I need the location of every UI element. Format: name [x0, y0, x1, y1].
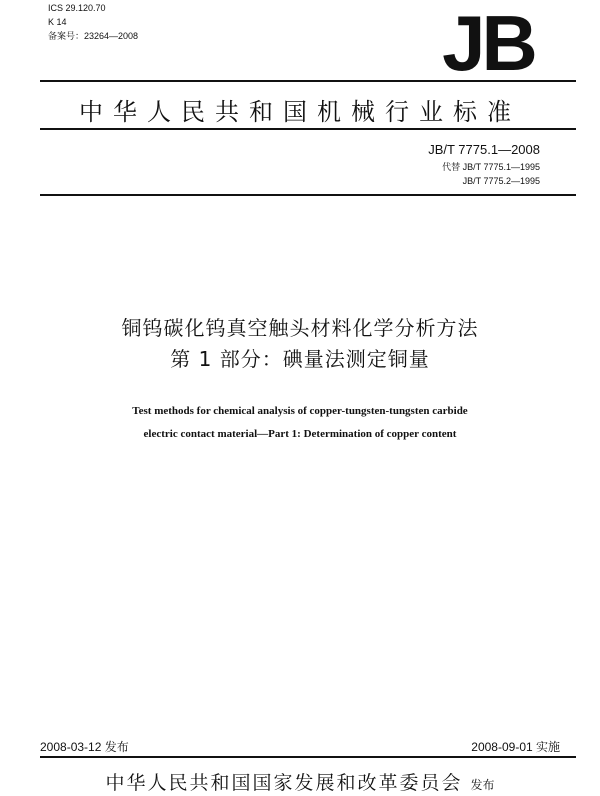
jb-logo-text: JB — [442, 6, 534, 76]
jb-logo — [432, 6, 544, 76]
standard-number: JB/T 7775.1—2008 — [428, 142, 540, 157]
title-cn-line-1: 铜钨碳化钨真空触头材料化学分析方法 — [121, 316, 479, 340]
record-number: 备案号：23264—2008 — [48, 31, 139, 41]
header-rule — [40, 80, 576, 82]
category-code: K 14 — [48, 17, 67, 27]
issuer-name: 中华人民共和国国家发展和改革委员会 — [105, 772, 463, 794]
ics-code: ICS 29.120.70 — [48, 3, 106, 13]
replaces-line-1: 代替 JB/T 7775.1—1995 — [442, 162, 540, 172]
issuer — [0, 768, 600, 795]
title-en-line-1: Test methods for chemical analysis of copper-tungsten-tungsten carbide — [132, 405, 468, 417]
replaces-line-2: JB/T 7775.2—1995 — [462, 176, 540, 186]
implement-date: 2008-09-01 实施 — [471, 740, 560, 754]
footer-rule — [40, 756, 576, 758]
issuer-suffix: 发布 — [470, 778, 495, 792]
org-title: 中华人民共和国机械行业标准 — [79, 98, 521, 126]
number-rule — [40, 194, 576, 196]
title-en-line-2: electric contact material—Part 1: Determination of copper content — [143, 428, 457, 440]
title-rule — [40, 128, 576, 130]
issue-date: 2008-03-12 发布 — [40, 740, 129, 754]
title-cn-line-2: 第 1 部分：碘量法测定铜量 — [170, 347, 430, 371]
